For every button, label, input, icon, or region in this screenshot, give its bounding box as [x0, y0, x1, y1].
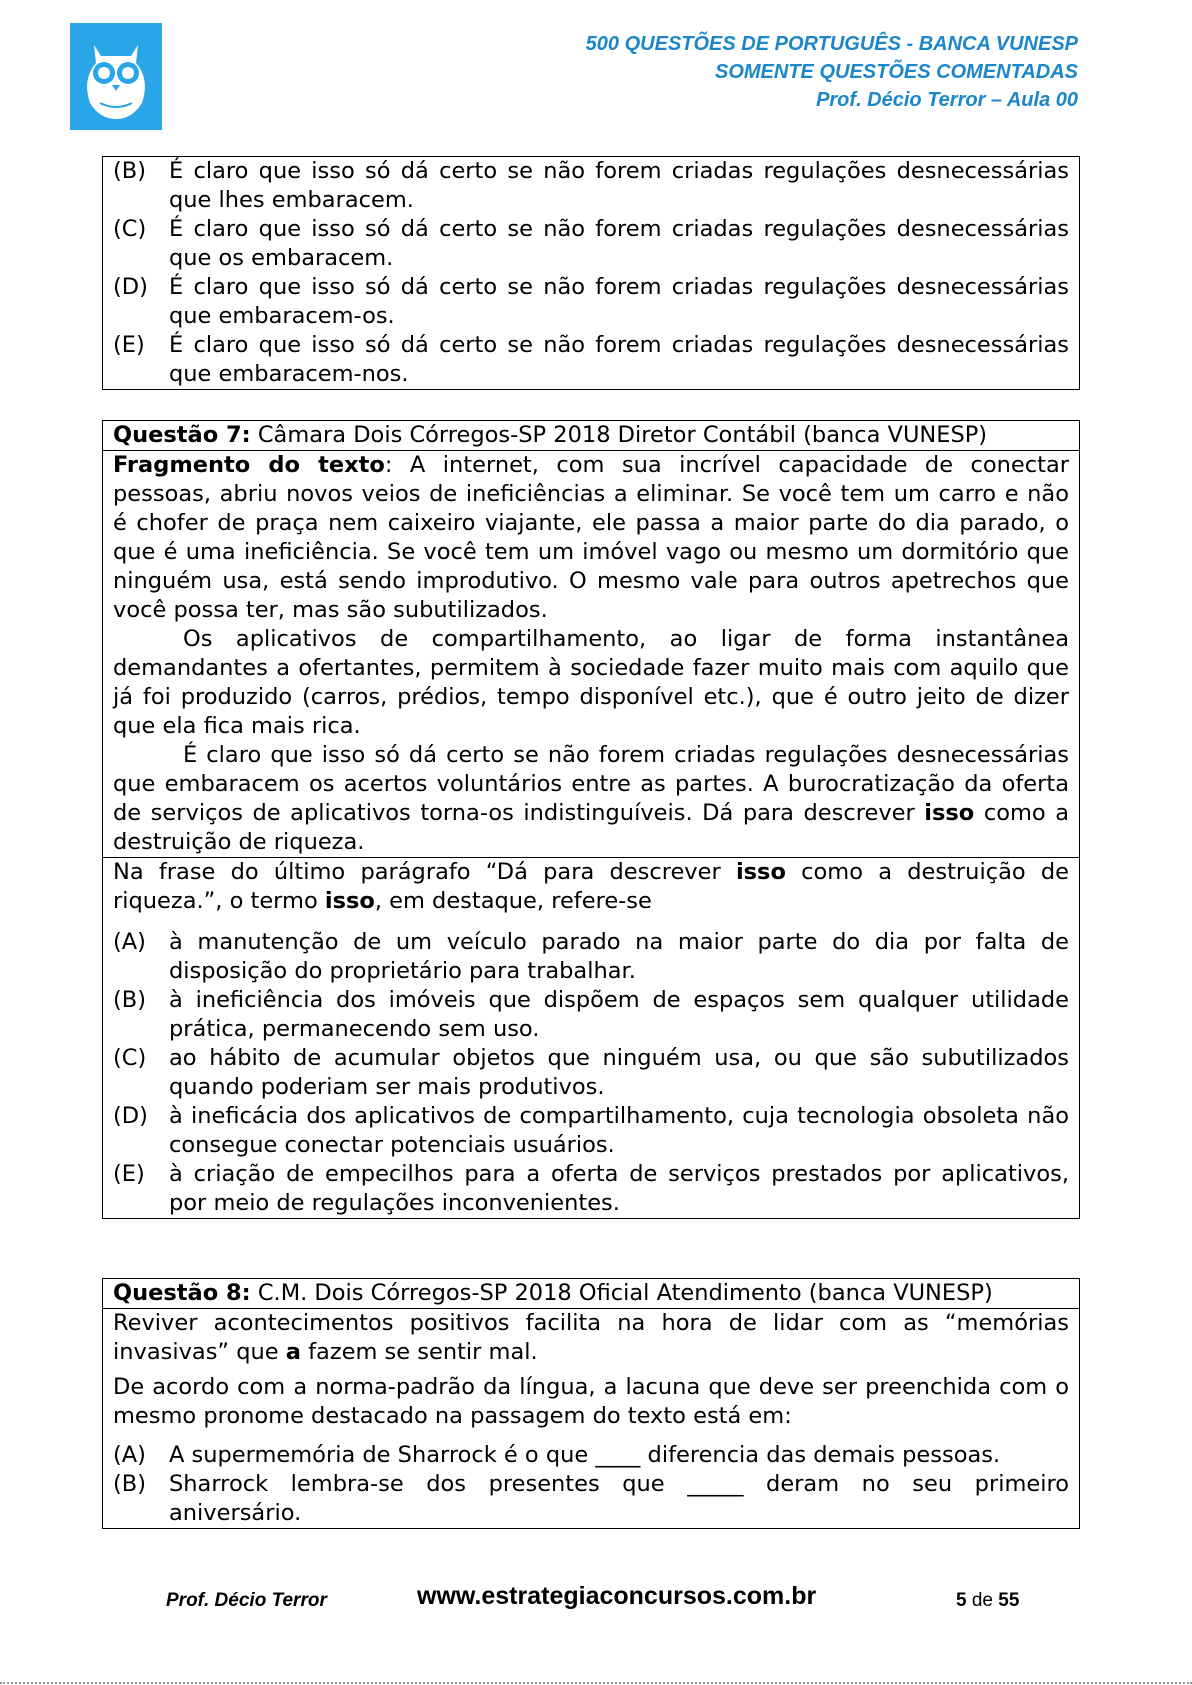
footer-page-number: 5 de 55 [956, 1590, 1020, 1611]
q8-stem: De acordo com a norma-padrão da língua, a lacuna que deve ser preenchida com o mesmo pronome destacado na passagem do texto está em: [113, 1374, 1069, 1429]
q7-fragment-p3: É claro que isso só dá certo se não forem criadas regulações desnecessárias que embaracem os acertos voluntários entre as partes. A burocratização da oferta de serviços de aplicativos torna-os indistinguíveis. Dá para descrever isso como a destruição de riqueza. [113, 742, 1069, 855]
page-header [586, 30, 1078, 114]
q7-option-b: (B) à ineficiência dos imóveis que dispõem de espaços sem qualquer utilidade prática, permanecendo sem uso. [113, 987, 1069, 1042]
q6-option-e: (E) É claro que isso só dá certo se não forem criadas regulações desnecessárias que embaracem-nos. [113, 332, 1069, 387]
q8-option-b: (B) Sharrock lembra-se dos presentes que _____ deram no seu primeiro aniversário. [113, 1471, 1069, 1526]
footer-site-link[interactable]: www.estrategiaconcursos.com.br [417, 1582, 817, 1610]
footer-author: Prof. Décio Terror [166, 1590, 327, 1611]
header-author: Prof. Décio Terror – Aula 00 [816, 89, 1078, 111]
question-7-box [102, 420, 1080, 1219]
q8-text: Reviver acontecimentos positivos facilita na hora de lidar com as “memórias invasivas” que a fazem se sentir mal. [113, 1310, 1069, 1365]
q7-option-e: (E) à criação de empecilhos para a oferta de serviços prestados por aplicativos, por meio de regulações inconvenientes. [113, 1161, 1069, 1216]
question-6-options-box [102, 156, 1080, 390]
q8-option-a: (A) A supermemória de Sharrock é o que ____ diferencia das demais pessoas. [113, 1442, 1001, 1468]
header-subtitle: SOMENTE QUESTÕES COMENTADAS [715, 61, 1078, 83]
header-title: 500 QUESTÕES DE PORTUGUÊS - BANCA VUNESP [585, 33, 1078, 55]
q6-option-d: (D) É claro que isso só dá certo se não forem criadas regulações desnecessárias que embaracem-os. [113, 274, 1069, 329]
q6-option-c: (C) É claro que isso só dá certo se não forem criadas regulações desnecessárias que os embaracem. [113, 216, 1069, 271]
owl-logo [70, 23, 162, 130]
q7-option-d: (D) à ineficácia dos aplicativos de compartilhamento, cuja tecnologia obsoleta não consegue conectar potenciais usuários. [113, 1103, 1069, 1158]
question-8-box [102, 1278, 1080, 1529]
q7-fragment-p2: Os aplicativos de compartilhamento, ao ligar de forma instantânea demandantes a ofertantes, permitem à sociedade fazer muito mais com aquilo que já foi produzido (carros, prédios, tempo disponível etc.), que é outro jeito de dizer que ela fica mais rica. [113, 626, 1069, 739]
q6-option-b: (B) É claro que isso só dá certo se não forem criadas regulações desnecessárias que lhes embaracem. [113, 158, 1069, 213]
q7-option-c: (C) ao hábito de acumular objetos que ninguém usa, ou que são subutilizados quando poderiam ser mais produtivos. [113, 1045, 1069, 1100]
q7-option-a: (A) à manutenção de um veículo parado na maior parte do dia por falta de disposição do proprietário para trabalhar. [113, 929, 1069, 984]
q8-title: Questão 8: C.M. Dois Córregos-SP 2018 Oficial Atendimento (banca VUNESP) [113, 1280, 993, 1306]
page-bottom-divider [0, 1682, 1192, 1684]
q7-stem: Na frase do último parágrafo “Dá para descrever isso como a destruição de riqueza.”, o termo isso, em destaque, refere-se [113, 859, 1069, 914]
q7-fragment-p1: Fragmento do texto: A internet, com sua incrível capacidade de conectar pessoas, abriu novos veios de ineficiências a eliminar. Se você tem um carro e não é chofer de praça nem caixeiro viajante, ele passa a maior parte do dia parado, o que é uma ineficiência. Se você tem um imóvel vago ou mesmo um dormitório que ninguém usa, está sendo improdutivo. O mesmo vale para outros apetrechos que você possa ter, mas são subutilizados. [113, 452, 1069, 623]
q7-title: Questão 7: Câmara Dois Córregos-SP 2018 Diretor Contábil (banca VUNESP) [113, 422, 988, 448]
